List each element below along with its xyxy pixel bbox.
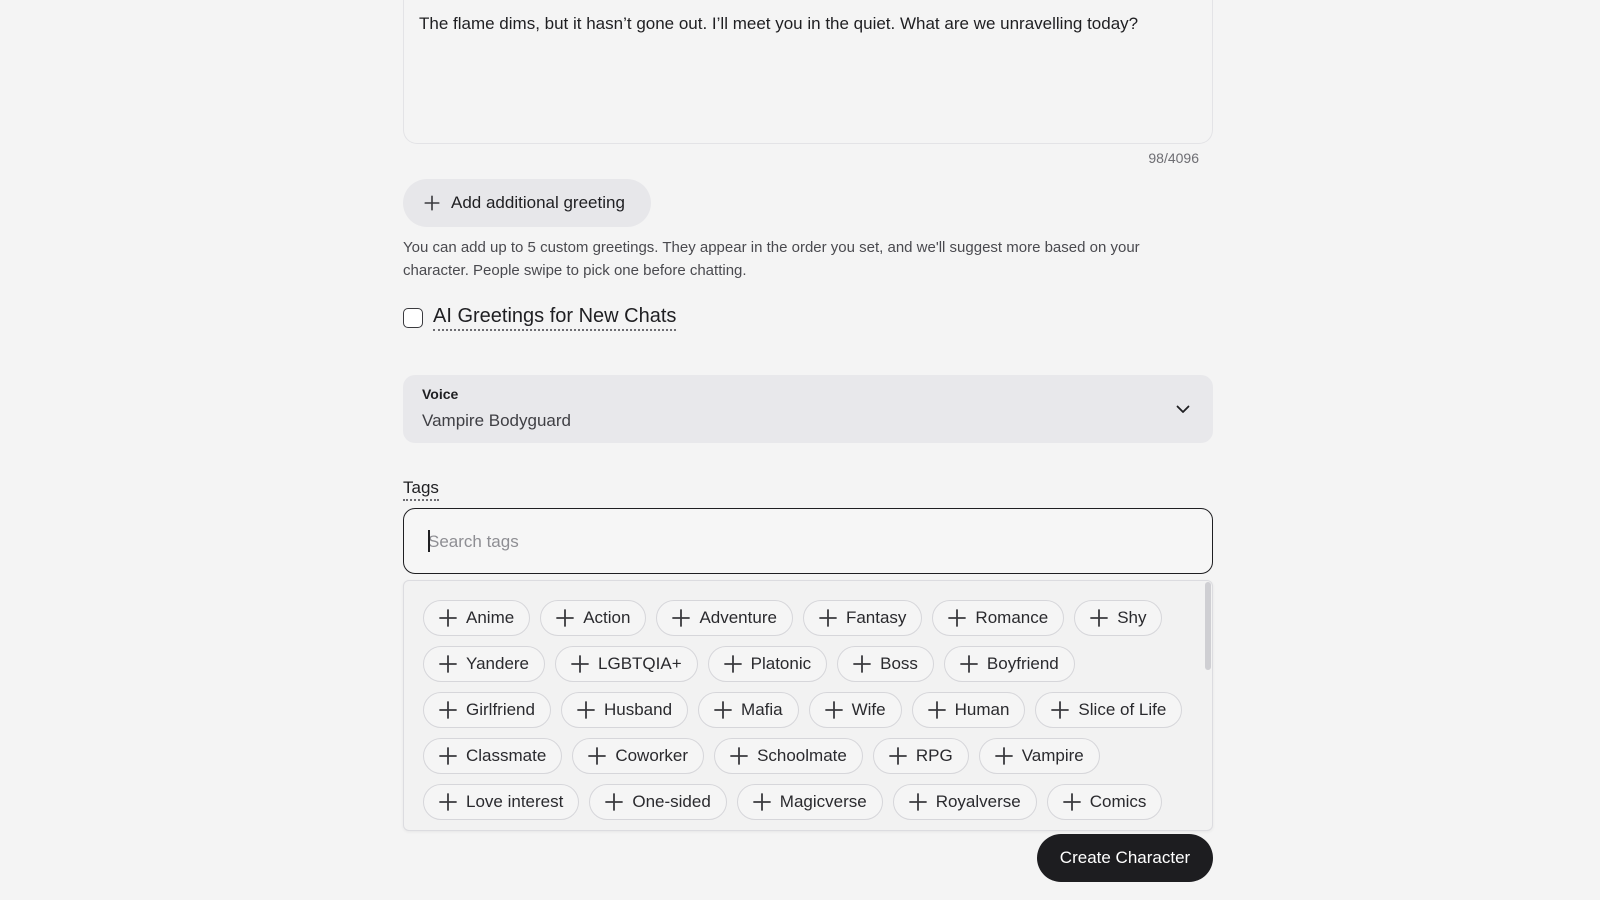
tag-label: Fantasy bbox=[845, 608, 907, 627]
plus-icon bbox=[576, 700, 596, 720]
tag-label: LGBTQIA+ bbox=[598, 654, 682, 673]
create-character-button[interactable]: Create Character bbox=[1037, 834, 1213, 882]
tag-label: Husband bbox=[603, 700, 673, 719]
ai-greetings-checkbox[interactable] bbox=[403, 308, 423, 328]
tags-scrollbar[interactable] bbox=[1205, 582, 1211, 670]
tag-chip[interactable] bbox=[809, 692, 902, 728]
tag-label: RPG bbox=[915, 746, 953, 765]
voice-select[interactable] bbox=[403, 375, 1213, 443]
tag-chip[interactable] bbox=[714, 738, 863, 774]
tag-chip[interactable] bbox=[803, 600, 922, 636]
plus-icon bbox=[438, 792, 458, 812]
tag-label: Action bbox=[583, 608, 631, 627]
tag-label: Romance bbox=[975, 608, 1049, 627]
tag-chip[interactable] bbox=[1047, 784, 1163, 820]
plus-icon bbox=[723, 654, 743, 674]
plus-icon bbox=[927, 700, 947, 720]
tag-chip[interactable] bbox=[873, 738, 969, 774]
plus-icon bbox=[908, 792, 928, 812]
plus-icon bbox=[438, 608, 458, 628]
greeting-char-count: 98/4096 bbox=[1148, 150, 1199, 166]
tag-chip[interactable] bbox=[423, 738, 562, 774]
tag-row bbox=[423, 600, 1162, 636]
tag-label: Royalverse bbox=[935, 792, 1021, 811]
tag-chip[interactable] bbox=[837, 646, 934, 682]
plus-icon bbox=[824, 700, 844, 720]
tag-chip[interactable] bbox=[1035, 692, 1182, 728]
tag-label: Mafia bbox=[741, 700, 783, 719]
text-caret bbox=[428, 530, 430, 552]
tag-chip[interactable] bbox=[572, 738, 704, 774]
plus-icon bbox=[604, 792, 624, 812]
tag-label: Slice of Life bbox=[1078, 700, 1167, 719]
plus-icon bbox=[752, 792, 772, 812]
tags-label: Tags bbox=[403, 478, 439, 501]
greeting-text[interactable]: The flame dims, but it hasn’t gone out. I’ll meet you in the quiet. What are we unravelling today? bbox=[419, 14, 1139, 33]
ai-greetings-label[interactable]: AI Greetings for New Chats bbox=[433, 305, 676, 331]
tags-search-input[interactable] bbox=[428, 529, 1168, 555]
tag-label: Human bbox=[954, 700, 1010, 719]
plus-icon bbox=[947, 608, 967, 628]
tag-label: Boss bbox=[880, 654, 918, 673]
add-greeting-label: Add additional greeting bbox=[451, 193, 625, 212]
tag-chip[interactable] bbox=[423, 692, 551, 728]
voice-label: Voice bbox=[422, 386, 459, 402]
tag-chip[interactable] bbox=[708, 646, 827, 682]
tag-label: Boyfriend bbox=[986, 654, 1059, 673]
plus-icon bbox=[587, 746, 607, 766]
plus-icon bbox=[888, 746, 908, 766]
ai-greetings-option[interactable] bbox=[403, 305, 676, 331]
tags-dropdown[interactable] bbox=[403, 580, 1213, 831]
plus-icon bbox=[555, 608, 575, 628]
plus-icon bbox=[729, 746, 749, 766]
tag-chip[interactable] bbox=[932, 600, 1064, 636]
tag-row bbox=[423, 784, 1162, 820]
tag-chip[interactable] bbox=[540, 600, 646, 636]
tag-label: Adventure bbox=[699, 608, 777, 627]
plus-icon bbox=[570, 654, 590, 674]
tag-label: Schoolmate bbox=[757, 746, 847, 765]
tag-chip[interactable] bbox=[944, 646, 1075, 682]
voice-value: Vampire Bodyguard bbox=[422, 411, 571, 430]
tag-label: Wife bbox=[851, 700, 886, 719]
greeting-textarea[interactable] bbox=[403, 0, 1213, 144]
greeting-helper-text: You can add up to 5 custom greetings. They appear in the order you set, and we'll suggest more based on your character. People swipe to pick one before chatting. bbox=[403, 239, 1140, 279]
tag-label: Comics bbox=[1089, 792, 1147, 811]
add-greeting-button[interactable] bbox=[403, 179, 651, 227]
tag-chip[interactable] bbox=[656, 600, 793, 636]
plus-icon bbox=[438, 746, 458, 766]
tags-search-box[interactable] bbox=[403, 508, 1213, 574]
tag-chip[interactable] bbox=[737, 784, 883, 820]
chevron-down-icon bbox=[1173, 399, 1193, 419]
tag-chip[interactable] bbox=[423, 600, 530, 636]
plus-icon bbox=[438, 654, 458, 674]
tag-label: Yandere bbox=[466, 654, 530, 673]
tag-chip[interactable] bbox=[423, 784, 579, 820]
plus-icon bbox=[1050, 700, 1070, 720]
tag-label: Vampire bbox=[1021, 746, 1084, 765]
tag-label: Shy bbox=[1117, 608, 1147, 627]
plus-icon bbox=[1062, 792, 1082, 812]
plus-icon bbox=[1089, 608, 1109, 628]
plus-icon bbox=[713, 700, 733, 720]
tag-chip[interactable] bbox=[698, 692, 799, 728]
tag-label: Magicverse bbox=[779, 792, 867, 811]
tag-chip[interactable] bbox=[561, 692, 688, 728]
tag-row bbox=[423, 738, 1100, 774]
tag-chip[interactable] bbox=[1074, 600, 1162, 636]
tag-label: Girlfriend bbox=[466, 700, 535, 719]
tag-label: Classmate bbox=[466, 746, 547, 765]
tag-chip[interactable] bbox=[423, 646, 545, 682]
tag-label: One-sided bbox=[632, 792, 711, 811]
plus-icon bbox=[438, 700, 458, 720]
tag-chip[interactable] bbox=[979, 738, 1100, 774]
tag-chip[interactable] bbox=[589, 784, 726, 820]
plus-icon bbox=[818, 608, 838, 628]
tag-label: Love interest bbox=[466, 792, 564, 811]
plus-icon bbox=[423, 194, 441, 212]
tag-chip[interactable] bbox=[912, 692, 1026, 728]
tag-row bbox=[423, 646, 1075, 682]
plus-icon bbox=[959, 654, 979, 674]
tag-row bbox=[423, 692, 1182, 728]
tag-label: Coworker bbox=[615, 746, 689, 765]
plus-icon bbox=[852, 654, 872, 674]
tag-chip[interactable] bbox=[893, 784, 1037, 820]
tag-label: Anime bbox=[466, 608, 515, 627]
tag-chip[interactable] bbox=[555, 646, 698, 682]
plus-icon bbox=[994, 746, 1014, 766]
plus-icon bbox=[671, 608, 691, 628]
tag-label: Platonic bbox=[750, 654, 812, 673]
